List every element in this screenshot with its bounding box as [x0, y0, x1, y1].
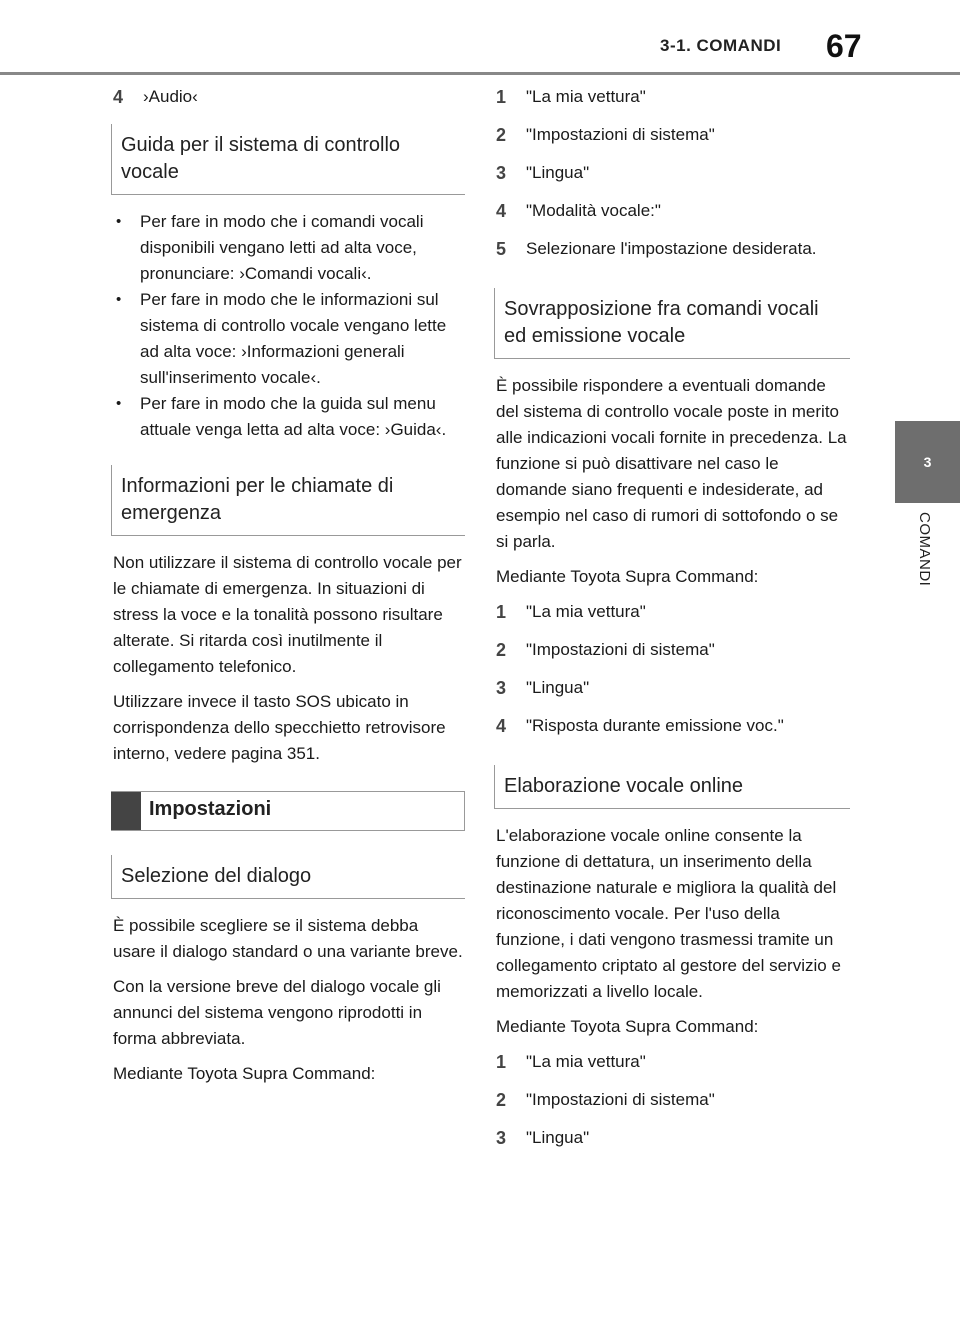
bullet-item: • Per fare in modo che la guida sul menu attuale venga letta ad alta voce: ›Guida‹.: [113, 391, 465, 443]
left-column: [113, 84, 465, 1096]
step-number: 1: [496, 602, 507, 622]
header-divider: [0, 72, 960, 75]
paragraph: Con la versione breve del dialogo vocale gli annunci del sistema vengono riprodotti in forma abbreviata.: [113, 977, 441, 1048]
paragraph: Mediante Toyota Supra Command:: [113, 1064, 376, 1083]
section-heading-guida: Guida per il sistema di controllo vocale: [111, 124, 465, 195]
step-item: [496, 1087, 850, 1113]
right-column: [496, 84, 850, 1163]
section-heading-online: Elaborazione vocale online: [494, 765, 850, 809]
step-text: "Lingua": [526, 163, 590, 182]
step-item: [496, 1049, 850, 1075]
step-item: [496, 236, 850, 262]
section-heading-sovrapposizione: Sovrapposizione fra comandi vocali ed emissione vocale: [494, 288, 850, 359]
step-number: 3: [496, 163, 507, 183]
chapter-tab[interactable]: 3: [895, 421, 960, 503]
step-text: "Risposta durante emissione voc.": [526, 716, 784, 735]
step-number: 1: [496, 1052, 507, 1072]
heading-text: Impostazioni: [149, 798, 272, 820]
step-number: 4: [496, 716, 507, 736]
paragraph: Utilizzare invece il tasto SOS ubicato in corrispondenza dello specchietto retrovisore interno, vedere pagina 351.: [113, 692, 446, 763]
step-item: [496, 198, 850, 224]
step-number: 5: [496, 239, 507, 259]
step-number: 3: [496, 1128, 507, 1148]
step-text: "Lingua": [526, 1128, 590, 1147]
step-text: "Impostazioni di sistema": [526, 640, 715, 659]
step-item: [496, 84, 850, 110]
bullet-list: [113, 209, 465, 443]
step-text: "Impostazioni di sistema": [526, 1090, 715, 1109]
paragraph: Mediante Toyota Supra Command:: [496, 567, 759, 586]
step-number: 4: [496, 201, 507, 221]
step-number: 3: [496, 678, 507, 698]
bullet-item: • Per fare in modo che i comandi vocali disponibili vengano letti ad alta voce, pronunciare: ›Comandi vocali‹.: [113, 209, 465, 287]
step-text: ›Audio‹: [143, 87, 198, 106]
step-text: "La mia vettura": [526, 87, 646, 106]
page-number: 67: [826, 28, 862, 64]
step-number: 2: [496, 1090, 507, 1110]
section-heading-dialogo: Selezione del dialogo: [111, 855, 465, 899]
paragraph: È possibile scegliere se il sistema debba usare il dialogo standard o una variante breve.: [113, 916, 463, 961]
step-item: [496, 713, 850, 739]
step-item: [496, 599, 850, 625]
step-item: [496, 122, 850, 148]
paragraph: L'elaborazione vocale online consente la funzione di dettatura, un inserimento della destinazione naturale e migliora la qualità del riconoscimento vocale. Per l'uso della funzione, i dati vengono trasmessi tramite un collegamento criptato al gestore del servizio e memorizzati a livello locale.: [496, 826, 841, 1001]
step-number: 2: [496, 640, 507, 660]
step-item: [113, 84, 465, 110]
step-item: [496, 637, 850, 663]
paragraph: È possibile rispondere a eventuali domande del sistema di controllo vocale poste in merito alle indicazioni vocali fornite in precedenza. La funzione si può disattivare nel caso le domande siano frequenti e indesiderate, ad esempio nel caso di rumori di sottofondo o se si parla.: [496, 376, 847, 551]
step-text: "Modalità vocale:": [526, 201, 661, 220]
chapter-label-text: COMANDI: [916, 512, 933, 587]
step-number: 1: [496, 87, 507, 107]
section-header-title: 3-1. COMANDI: [660, 36, 782, 55]
section-heading-impostazioni: [111, 791, 465, 831]
chapter-label: [916, 512, 940, 622]
step-item: [496, 1125, 850, 1151]
heading-marker-block: [111, 792, 141, 830]
step-text: "La mia vettura": [526, 1052, 646, 1071]
step-text: "La mia vettura": [526, 602, 646, 621]
step-item: [496, 675, 850, 701]
step-text: "Lingua": [526, 678, 590, 697]
paragraph: Mediante Toyota Supra Command:: [496, 1017, 759, 1036]
step-item: [496, 160, 850, 186]
step-number: 4: [113, 87, 124, 107]
bullet-item: • Per fare in modo che le informazioni sul sistema di controllo vocale vengano lette ad alta voce: ›Informazioni generali sull'inserimento vocale‹.: [113, 287, 465, 391]
paragraph: Non utilizzare il sistema di controllo vocale per le chiamate di emergenza. In situazioni di stress la voce e la tonalità possono risultare alterate. Si ritarda così inutilmente il collegamento telefonico.: [113, 553, 462, 676]
step-number: 2: [496, 125, 507, 145]
section-heading-emergenza: Informazioni per le chiamate di emergenza: [111, 465, 465, 536]
step-text: Selezionare l'impostazione desiderata.: [526, 239, 817, 258]
step-text: "Impostazioni di sistema": [526, 125, 715, 144]
